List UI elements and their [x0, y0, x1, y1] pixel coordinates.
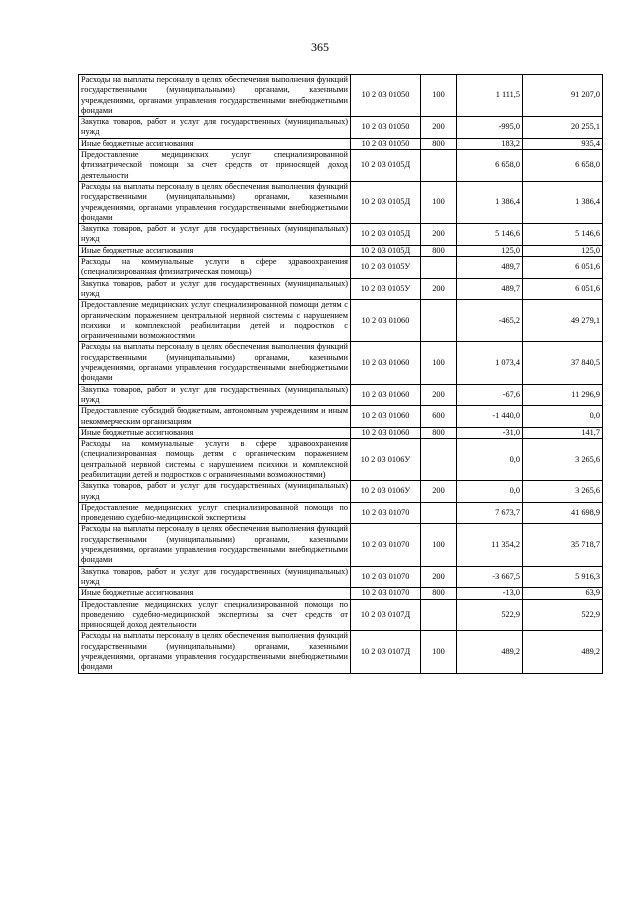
row-description: Предоставление медицинских услуг специализированной фтизиатрической помощи за счет средств от приносящей доход деятельности — [79, 150, 351, 182]
row-description: Расходы на выплаты персоналу в целях обеспечения выполнения функций государственными (муниципальными) органами, казенными учреждениями, органами управления государственными внебюджетными фондами — [79, 524, 351, 566]
row-code: 10 2 03 01060 — [351, 427, 421, 438]
row-expense-type: 100 — [421, 631, 457, 673]
row-amount-total: 125,0 — [523, 245, 603, 256]
table-row — [79, 150, 603, 182]
table-row — [79, 117, 603, 139]
row-code: 10 2 03 0105У — [351, 257, 421, 279]
row-amount-change: -31,0 — [457, 427, 523, 438]
table-row — [79, 300, 603, 342]
row-code: 10 2 03 01050 — [351, 75, 421, 117]
table-row — [79, 138, 603, 149]
budget-table-body — [79, 75, 603, 674]
row-amount-change: 0,0 — [457, 481, 523, 503]
row-code: 10 2 03 01070 — [351, 588, 421, 599]
table-row — [79, 599, 603, 631]
row-amount-change: 489,2 — [457, 631, 523, 673]
row-code: 10 2 03 01060 — [351, 342, 421, 384]
row-code: 10 2 03 01070 — [351, 566, 421, 588]
page-number: 365 — [311, 40, 329, 54]
row-amount-change: -67,6 — [457, 384, 523, 406]
row-description: Иные бюджетные ассигнования — [79, 427, 351, 438]
row-description: Расходы на коммунальные услуги в сфере здравоохранения (специализированная фтизиатрическая помощь) — [79, 257, 351, 279]
table-row — [79, 566, 603, 588]
row-amount-total: 41 698,9 — [523, 502, 603, 524]
row-amount-change: -13,0 — [457, 588, 523, 599]
row-amount-total: 522,9 — [523, 599, 603, 631]
row-description: Предоставление субсидий бюджетным, автономным учреждениям и иным некоммерческим организациям — [79, 406, 351, 428]
row-amount-total: 20 255,1 — [523, 117, 603, 139]
row-description: Расходы на выплаты персоналу в целях обеспечения выполнения функций государственными (муниципальными) органами, казенными учреждениями, органами управления государственными внебюджетными фондами — [79, 75, 351, 117]
row-amount-change: 6 658,0 — [457, 150, 523, 182]
table-row — [79, 588, 603, 599]
row-expense-type: 200 — [421, 566, 457, 588]
row-amount-total: 11 296,9 — [523, 384, 603, 406]
row-description: Закупка товаров, работ и услуг для государственных (муниципальных) нужд — [79, 384, 351, 406]
row-expense-type: 800 — [421, 245, 457, 256]
table-row — [79, 278, 603, 300]
row-amount-total: 3 265,6 — [523, 481, 603, 503]
row-amount-change: -1 440,0 — [457, 406, 523, 428]
table-row — [79, 427, 603, 438]
row-amount-change: 489,7 — [457, 278, 523, 300]
row-code: 10 2 03 0105Д — [351, 224, 421, 246]
row-code: 10 2 03 01060 — [351, 406, 421, 428]
row-amount-change: 1 111,5 — [457, 75, 523, 117]
table-row — [79, 224, 603, 246]
row-code: 10 2 03 0105Д — [351, 181, 421, 223]
row-amount-change: 7 673,7 — [457, 502, 523, 524]
row-description: Закупка товаров, работ и услуг для государственных (муниципальных) нужд — [79, 278, 351, 300]
budget-table — [78, 74, 603, 674]
table-row — [79, 181, 603, 223]
row-code: 10 2 03 0107Д — [351, 599, 421, 631]
table-row — [79, 257, 603, 279]
row-expense-type — [421, 150, 457, 182]
row-expense-type: 800 — [421, 427, 457, 438]
table-row — [79, 439, 603, 481]
row-expense-type: 200 — [421, 117, 457, 139]
table-row — [79, 75, 603, 117]
row-description: Предоставление медицинских услуг специализированной помощи по проведению судебно-медицинской экспертизы за счет средств от приносящей доход деятельности — [79, 599, 351, 631]
row-amount-change: 11 354,2 — [457, 524, 523, 566]
row-expense-type: 200 — [421, 384, 457, 406]
row-description: Предоставление медицинских услуг специализированной помощи детям с органическим поражением центральной нервной системы с нарушением психики и комплексной реабилитации детей и подростков с ограниченными возможностями — [79, 300, 351, 342]
row-expense-type: 800 — [421, 138, 457, 149]
row-description: Закупка товаров, работ и услуг для государственных (муниципальных) нужд — [79, 566, 351, 588]
row-description: Иные бюджетные ассигнования — [79, 588, 351, 599]
row-expense-type — [421, 599, 457, 631]
row-amount-total: 935,4 — [523, 138, 603, 149]
row-expense-type: 100 — [421, 75, 457, 117]
row-amount-change: 5 146,6 — [457, 224, 523, 246]
table-row — [79, 245, 603, 256]
row-expense-type: 200 — [421, 481, 457, 503]
row-amount-total: 63,9 — [523, 588, 603, 599]
table-row — [79, 406, 603, 428]
row-description: Закупка товаров, работ и услуг для государственных (муниципальных) нужд — [79, 481, 351, 503]
row-expense-type — [421, 257, 457, 279]
table-row — [79, 481, 603, 503]
row-description: Расходы на коммунальные услуги в сфере здравоохранения (специализированная помощь детям с органическим поражением центральной нервной системы с нарушением психики и комплексной реабилитации детей и подростков с ограниченными возможностями) — [79, 439, 351, 481]
row-amount-change: -3 667,5 — [457, 566, 523, 588]
row-code: 10 2 03 0105Д — [351, 150, 421, 182]
row-amount-change: 0,0 — [457, 439, 523, 481]
table-row — [79, 502, 603, 524]
row-description: Иные бюджетные ассигнования — [79, 138, 351, 149]
row-code: 10 2 03 0106У — [351, 439, 421, 481]
row-expense-type: 200 — [421, 224, 457, 246]
row-amount-change: 125,0 — [457, 245, 523, 256]
row-description: Иные бюджетные ассигнования — [79, 245, 351, 256]
row-expense-type — [421, 502, 457, 524]
row-description: Предоставление медицинских услуг специализированной помощи по проведению судебно-медицинской экспертизы — [79, 502, 351, 524]
row-expense-type — [421, 439, 457, 481]
row-code: 10 2 03 0105У — [351, 278, 421, 300]
row-description: Закупка товаров, работ и услуг для государственных (муниципальных) нужд — [79, 117, 351, 139]
table-row — [79, 631, 603, 673]
row-code: 10 2 03 01050 — [351, 138, 421, 149]
row-amount-total: 6 051,6 — [523, 278, 603, 300]
row-description: Расходы на выплаты персоналу в целях обеспечения выполнения функций государственными (муниципальными) органами, казенными учреждениями, органами управления государственными внебюджетными фондами — [79, 631, 351, 673]
row-code: 10 2 03 0105Д — [351, 245, 421, 256]
row-amount-total: 49 279,1 — [523, 300, 603, 342]
row-amount-change: 1 073,4 — [457, 342, 523, 384]
row-amount-total: 0,0 — [523, 406, 603, 428]
row-amount-total: 5 916,3 — [523, 566, 603, 588]
row-code: 10 2 03 0107Д — [351, 631, 421, 673]
row-amount-total: 37 840,5 — [523, 342, 603, 384]
row-amount-total: 1 386,4 — [523, 181, 603, 223]
row-amount-total: 35 718,7 — [523, 524, 603, 566]
row-description: Расходы на выплаты персоналу в целях обеспечения выполнения функций государственными (муниципальными) органами, казенными учреждениями, органами управления государственными внебюджетными фондами — [79, 342, 351, 384]
row-amount-change: 522,9 — [457, 599, 523, 631]
row-code: 10 2 03 0106У — [351, 481, 421, 503]
table-row — [79, 342, 603, 384]
row-amount-change: 1 386,4 — [457, 181, 523, 223]
row-amount-change: 489,7 — [457, 257, 523, 279]
row-description: Расходы на выплаты персоналу в целях обеспечения выполнения функций государственными (муниципальными) органами, казенными учреждениями, органами управления государственными внебюджетными фондами — [79, 181, 351, 223]
row-code: 10 2 03 01060 — [351, 384, 421, 406]
row-amount-total: 5 146,6 — [523, 224, 603, 246]
row-expense-type: 200 — [421, 278, 457, 300]
row-expense-type: 100 — [421, 181, 457, 223]
row-expense-type: 600 — [421, 406, 457, 428]
row-expense-type: 800 — [421, 588, 457, 599]
row-amount-total: 6 051,6 — [523, 257, 603, 279]
row-expense-type: 100 — [421, 524, 457, 566]
row-amount-change: -465,2 — [457, 300, 523, 342]
row-amount-change: 183,2 — [457, 138, 523, 149]
row-amount-total: 91 207,0 — [523, 75, 603, 117]
row-expense-type: 100 — [421, 342, 457, 384]
row-description: Закупка товаров, работ и услуг для государственных (муниципальных) нужд — [79, 224, 351, 246]
row-amount-total: 3 265,6 — [523, 439, 603, 481]
row-amount-change: -995,0 — [457, 117, 523, 139]
row-code: 10 2 03 01060 — [351, 300, 421, 342]
table-row — [79, 524, 603, 566]
row-code: 10 2 03 01070 — [351, 502, 421, 524]
row-code: 10 2 03 01050 — [351, 117, 421, 139]
table-row — [79, 384, 603, 406]
row-amount-total: 6 658,0 — [523, 150, 603, 182]
row-code: 10 2 03 01070 — [351, 524, 421, 566]
row-amount-total: 141,7 — [523, 427, 603, 438]
row-expense-type — [421, 300, 457, 342]
row-amount-total: 489,2 — [523, 631, 603, 673]
